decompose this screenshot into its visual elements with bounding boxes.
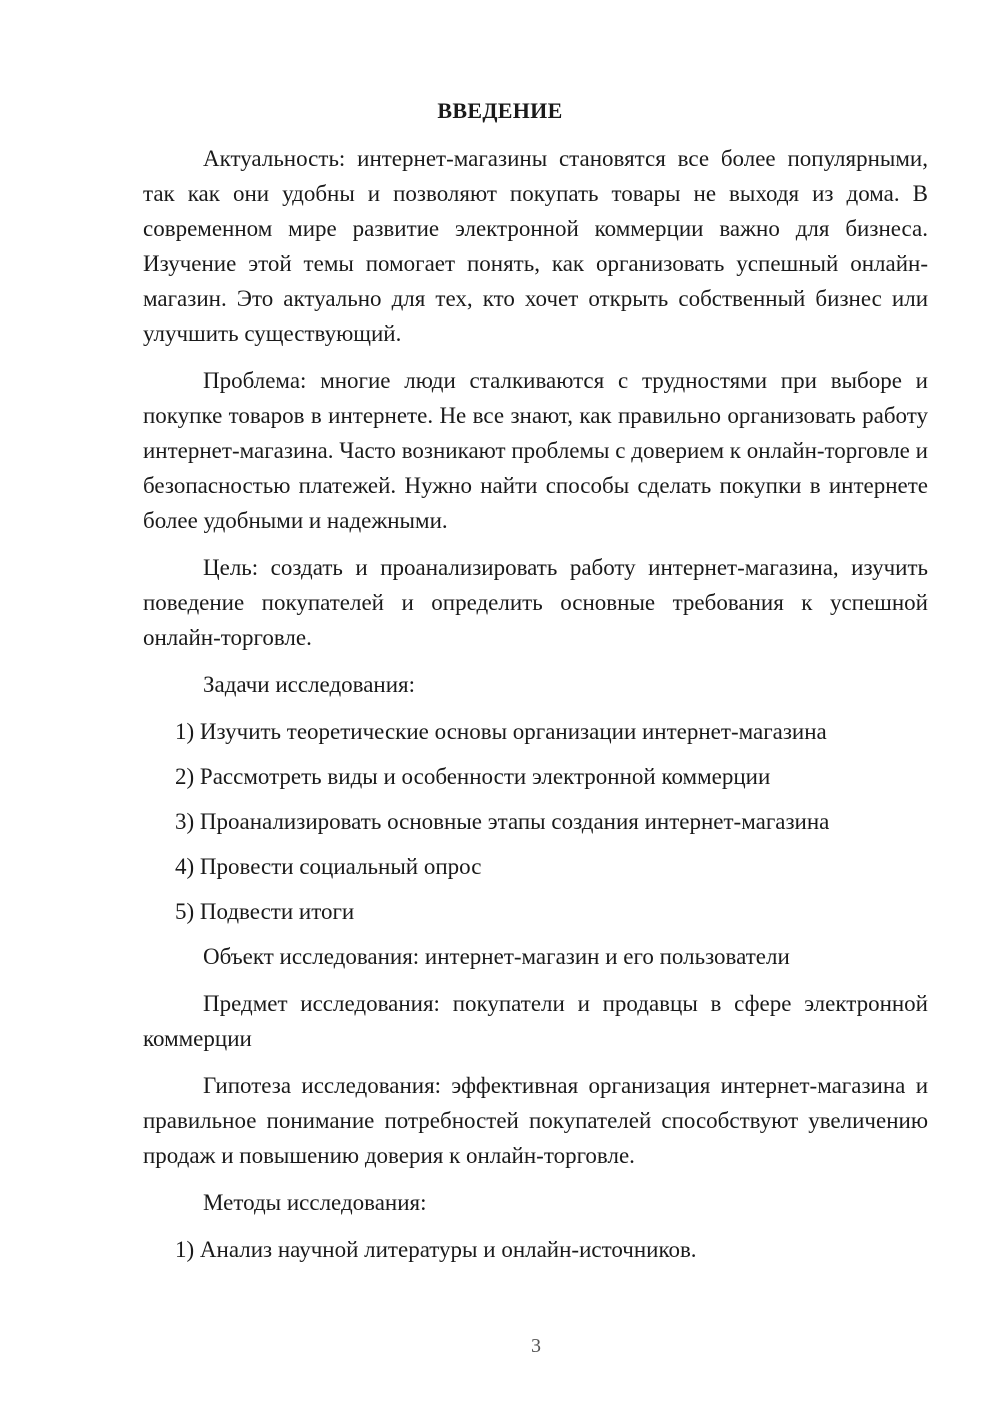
paragraph-object: Объект исследования: интернет-магазин и его пользователи [203,944,790,969]
paragraph-subject: Предмет исследования: покупатели и продавцы в сфере электронной коммерции [143,991,928,1051]
paragraph-goal: Цель: создать и проанализировать работу интернет-магазина, изучить поведение покупателей и определить основные требования к успешной онлайн-торговле. [143,555,928,650]
methods-heading: Методы исследования: [203,1190,427,1215]
page-number: 3 [531,1335,541,1357]
task-item: 1) Изучить теоретические основы организации интернет-магазина [175,719,827,744]
paragraph-hypothesis: Гипотеза исследования: эффективная организация интернет-магазина и правильное понимание потребностей покупателей способствуют увеличению продаж и повышению доверия к онлайн-торговле. [143,1073,928,1168]
task-item: 2) Рассмотреть виды и особенности электронной коммерции [175,764,771,789]
task-item: 3) Проанализировать основные этапы создания интернет-магазина [175,809,830,834]
task-item: 5) Подвести итоги [175,899,355,924]
page-heading: ВВЕДЕНИЕ [437,98,563,123]
tasks-heading: Задачи исследования: [203,672,416,697]
task-item: 4) Провести социальный опрос [175,854,482,879]
method-item: 1) Анализ научной литературы и онлайн-источников. [175,1237,697,1262]
document-body [143,141,928,1277]
paragraph-relevance: Актуальность: интернет-магазины становятся все более популярными, так как они удобны и позволяют покупать товары не выходя из дома. В современном мире развитие электронной коммерции важно для бизнеса. Изучение этой темы помогает понять, как организовать успешный онлайн-магазин. Это актуально для тех, кто хочет открыть собственный бизнес или улучшить существующий. [143,146,928,346]
paragraph-problem: Проблема: многие люди сталкиваются с трудностями при выборе и покупке товаров в интернете. Не все знают, как правильно организовать работу интернет-магазина. Часто возникают проблемы с доверием к онлайн-торговле и безопасностью платежей. Нужно найти способы сделать покупки в интернете более удобными и надежными. [143,368,928,533]
